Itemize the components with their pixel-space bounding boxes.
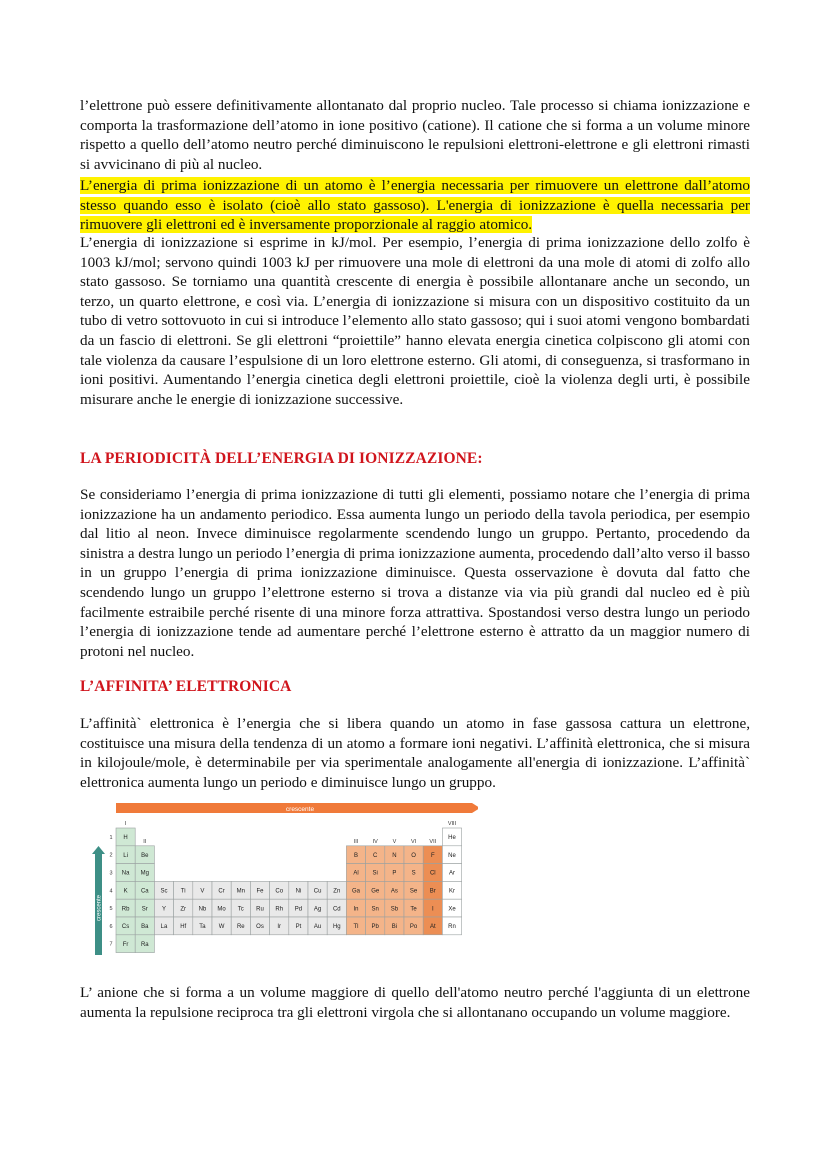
element-cell <box>385 864 404 882</box>
element-cell <box>193 881 212 899</box>
group-label: V <box>392 838 397 845</box>
element-symbol: Ni <box>295 888 302 895</box>
element-cell <box>289 899 308 917</box>
element-symbol: Cl <box>429 870 436 877</box>
element-symbol: Zn <box>333 888 341 895</box>
element-symbol: Po <box>409 924 418 931</box>
element-symbol: Hf <box>180 924 187 931</box>
element-cell <box>116 917 135 935</box>
element-symbol: I <box>431 906 434 913</box>
element-symbol: P <box>392 870 397 877</box>
element-cell <box>116 846 135 864</box>
period-label: 7 <box>109 941 113 948</box>
element-symbol: Tl <box>353 924 359 931</box>
period-label: 3 <box>109 870 113 877</box>
element-cell <box>231 899 250 917</box>
element-cell <box>327 899 346 917</box>
element-cell <box>404 846 423 864</box>
element-symbol: Si <box>372 870 378 877</box>
element-symbol: Mo <box>217 906 226 913</box>
element-cell <box>442 917 461 935</box>
element-symbol: Au <box>313 924 322 931</box>
period-label: 2 <box>109 852 113 859</box>
element-cell <box>346 864 365 882</box>
side-arrow-label: crescente <box>96 894 103 922</box>
element-symbol: Re <box>236 924 245 931</box>
paragraph-ionization: l’elettrone può essere definitivamente allontanato dal proprio nucleo. Tale processo si chiama ionizzazione e comporta la trasformazione dell’atomo in ione positivo (catione). Il catione che si forma a un volume minore rispetto a quello dell’atomo neutro perché diminuiscono le repulsioni elettroni-elettrone e gli elettroni rimasti si avvicinano di più al nucleo. <box>80 97 750 173</box>
period-label: 5 <box>109 906 113 913</box>
element-symbol: Rb <box>121 906 130 913</box>
element-cell <box>212 899 231 917</box>
element-cell <box>135 935 154 953</box>
element-symbol: H <box>123 835 128 842</box>
element-symbol: Co <box>275 888 284 895</box>
element-cell <box>366 864 385 882</box>
element-cell <box>289 881 308 899</box>
element-cell <box>366 881 385 899</box>
element-cell <box>154 917 173 935</box>
element-symbol: Mn <box>236 888 245 895</box>
element-symbol: In <box>353 906 359 913</box>
element-cell <box>250 917 269 935</box>
element-symbol: Rn <box>448 924 456 931</box>
element-cell <box>116 935 135 953</box>
element-symbol: Ca <box>140 888 149 895</box>
element-cell <box>116 881 135 899</box>
element-cell <box>423 881 442 899</box>
element-cell <box>423 864 442 882</box>
element-cell <box>212 881 231 899</box>
element-cell <box>174 917 193 935</box>
element-cell <box>404 881 423 899</box>
element-cell <box>346 899 365 917</box>
element-cell <box>442 846 461 864</box>
paragraph-anion-volume: L’ anione che si forma a un volume maggiore di quello dell'atomo neutro perché l'aggiunta di un elettrone aumenta la repulsione reciproca tra gli elettroni virgola che si allontanano occupando un volume maggiore. <box>80 984 750 1021</box>
element-symbol: Sr <box>141 906 148 913</box>
periodic-table-figure <box>86 800 478 968</box>
element-cell <box>154 881 173 899</box>
element-cell <box>385 917 404 935</box>
element-symbol: Ta <box>199 924 206 931</box>
element-symbol: He <box>448 835 456 842</box>
element-symbol: Pb <box>371 924 379 931</box>
element-cell <box>385 881 404 899</box>
element-cell <box>135 881 154 899</box>
element-cell <box>135 846 154 864</box>
element-cell <box>270 917 289 935</box>
group-label: IV <box>372 838 378 845</box>
element-cell <box>385 899 404 917</box>
period-label: 1 <box>109 834 113 841</box>
period-label: 4 <box>109 888 113 895</box>
element-symbol: Te <box>410 906 417 913</box>
element-cell <box>308 881 327 899</box>
element-symbol: Fe <box>256 888 264 895</box>
element-cell <box>404 899 423 917</box>
element-cell <box>327 881 346 899</box>
element-cell <box>116 899 135 917</box>
element-symbol: Sn <box>371 906 379 913</box>
group-label: VI <box>410 838 417 845</box>
element-symbol: Ar <box>449 870 455 877</box>
element-symbol: Y <box>161 906 167 913</box>
period-label: 6 <box>109 923 113 930</box>
element-symbol: Ne <box>448 852 456 859</box>
element-cells <box>116 828 462 953</box>
element-cell <box>116 828 135 846</box>
paragraph-ionization-energy-units: L’energia di ionizzazione si esprime in kJ/mol. Per esempio, l’energia di prima ionizzazione dello zolfo è 1003 kJ/mol; servono quindi 1003 kJ per rimuovere una mole di elettroni da una mole di atomi di zolfo allo stato gassoso. Se torniamo una quantità crescente di energia è possibile allontanare anche un secondo, un terzo, un quarto elettrone, e così via. L’energia di ionizzazione si misura con un dispositivo costituito da un tubo di vetro sottovuoto in cui si introduce l’elemento allo stato gassoso; qui i suoi atomi vengono bombardati da un fascio di elettroni. Se gli elettroni “proiettile” hanno elevata energia cinetica colpiscono gli atomi con tale violenza da causare l’espulsione di un loro elettrone esterno. Gli atomi, di conseguenza, si trasformano in ioni positivi. Aumentando l’energia cinetica degli elettroni proiettile, cioè la violenza degli urti, è possibile misurare anche le energie di ionizzazione successive. <box>80 234 750 408</box>
heading-electron-affinity: L’AFFINITA’ ELETTRONICA <box>80 678 292 695</box>
element-cell <box>366 846 385 864</box>
element-symbol: Zr <box>180 906 187 913</box>
top-arrow-label: crescente <box>285 806 315 813</box>
element-cell <box>174 899 193 917</box>
element-symbol: Ir <box>277 924 282 931</box>
element-cell <box>270 899 289 917</box>
heading-periodicity: LA PERIODICITÀ DELL’ENERGIA DI IONIZZAZIONE: <box>80 450 483 467</box>
group-label: VII <box>429 838 437 845</box>
element-symbol: Be <box>141 852 149 859</box>
element-cell <box>346 881 365 899</box>
element-cell <box>346 917 365 935</box>
element-cell <box>423 846 442 864</box>
element-cell <box>423 917 442 935</box>
group-label: II <box>143 838 147 845</box>
element-cell <box>231 917 250 935</box>
element-cell <box>442 864 461 882</box>
element-symbol: Nb <box>198 906 207 913</box>
paragraph-electron-affinity: L’affinità` elettronica è l’energia che si libera quando un atomo in fase gassosa cattura un elettrone, costituisce una misura della tendenza di un atomo a formare ioni negativi. L’affinità elettronica, che si misura in kilojoule/mole, è determinabile per via sperimentale analogamente all'energia di ionizzazione. L’affinità` elettronica aumenta lungo un periodo e diminuisce lungo un gruppo. <box>80 715 750 791</box>
element-cell <box>212 917 231 935</box>
element-cell <box>308 917 327 935</box>
element-cell <box>366 899 385 917</box>
element-symbol: Xe <box>448 906 456 913</box>
element-symbol: Ba <box>141 924 149 931</box>
element-symbol: V <box>200 888 205 895</box>
element-cell <box>366 917 385 935</box>
element-symbol: Br <box>429 888 436 895</box>
element-symbol: S <box>411 870 416 877</box>
group-label: III <box>353 838 359 845</box>
element-symbol: Kr <box>449 888 455 895</box>
element-cell <box>193 899 212 917</box>
element-cell <box>135 864 154 882</box>
element-symbol: Cs <box>121 924 130 931</box>
element-symbol: Cr <box>218 888 225 895</box>
element-symbol: Os <box>256 924 264 931</box>
periodic-table-svg <box>86 800 478 968</box>
element-symbol: Mg <box>140 870 149 877</box>
element-cell <box>442 828 461 846</box>
element-cell <box>346 846 365 864</box>
element-cell <box>385 846 404 864</box>
element-symbol: Sc <box>160 888 168 895</box>
element-cell <box>174 881 193 899</box>
element-cell <box>250 899 269 917</box>
element-symbol: B <box>353 852 359 859</box>
element-cell <box>442 881 461 899</box>
element-symbol: Fr <box>122 941 129 948</box>
element-symbol: Ra <box>140 941 149 948</box>
element-cell <box>193 917 212 935</box>
element-symbol: Hg <box>332 924 341 931</box>
element-symbol: Bi <box>391 924 398 931</box>
element-symbol: Pt <box>295 924 302 931</box>
element-symbol: Ru <box>256 906 264 913</box>
paragraph-highlighted-definition <box>80 176 750 235</box>
element-symbol: Pd <box>294 906 303 913</box>
element-symbol: C <box>373 852 378 859</box>
element-symbol: Se <box>409 888 418 895</box>
element-symbol: K <box>123 888 128 895</box>
element-cell <box>404 864 423 882</box>
element-symbol: Ga <box>351 888 361 895</box>
element-cell <box>308 899 327 917</box>
element-symbol: Na <box>121 870 130 877</box>
element-symbol: Ti <box>180 888 186 895</box>
element-cell <box>154 899 173 917</box>
element-symbol: N <box>392 852 397 859</box>
element-symbol: O <box>411 852 416 859</box>
element-symbol: Cd <box>332 906 341 913</box>
element-symbol: Sb <box>390 906 399 913</box>
element-symbol: As <box>390 888 398 895</box>
element-cell <box>270 881 289 899</box>
element-cell <box>423 899 442 917</box>
element-symbol: Rh <box>275 906 284 913</box>
element-symbol: At <box>429 924 436 931</box>
element-symbol: W <box>218 924 225 931</box>
element-cell <box>135 899 154 917</box>
element-cell <box>442 899 461 917</box>
paragraph-periodicity: Se consideriamo l’energia di prima ionizzazione di tutti gli elementi, possiamo notare che l’energia di prima ionizzazione ha un andamento periodico. Essa aumenta lungo un periodo della tavola periodica, per esempio dal litio al neon. Invece diminuisce regolarmente scendendo lungo un gruppo. Pertanto, procedendo da sinistra a destra lungo un periodo l’energia di prima ionizzazione aumenta, procedendo dall’alto verso il basso in un gruppo l’energia di prima ionizzazione diminuisce. Questa osservazione è dovuta dal fatto che scendendo lungo un gruppo l’elettrone esterno si trova a distanze via via più grandi dal nucleo ed è più facilmente estraibile perché risente di una minore forza attrattiva. Spostandosi verso destra lungo un periodo l’energia di ionizzazione tende ad aumentare perché l’elettrone esterno è attratto da un maggior numero di protoni nel nucleo. <box>80 486 750 660</box>
element-symbol: Ge <box>371 888 380 895</box>
element-symbol: Tc <box>237 906 244 913</box>
element-cell <box>231 881 250 899</box>
element-cell <box>289 917 308 935</box>
element-symbol: Al <box>353 870 359 877</box>
highlighted-text: L’energia di prima ionizzazione di un atomo è l’energia necessaria per rimuovere un elettrone dall’atomo stesso quando esso è isolato (cioè allo stato gassoso). L'energia di ionizzazione è quella necessaria per rimuovere gli elettroni ed è inversamente proporzionale al raggio atomico. <box>80 177 750 234</box>
element-symbol: Ag <box>313 906 322 913</box>
element-cell <box>327 917 346 935</box>
group-label: I <box>124 821 127 827</box>
element-symbol: Li <box>123 852 128 859</box>
element-symbol: Cu <box>313 888 322 895</box>
element-cell <box>116 864 135 882</box>
group-label: VIII <box>447 821 457 827</box>
element-cell <box>250 881 269 899</box>
element-cell <box>135 917 154 935</box>
element-cell <box>404 917 423 935</box>
element-symbol: F <box>430 852 435 859</box>
element-symbol: La <box>160 924 168 931</box>
